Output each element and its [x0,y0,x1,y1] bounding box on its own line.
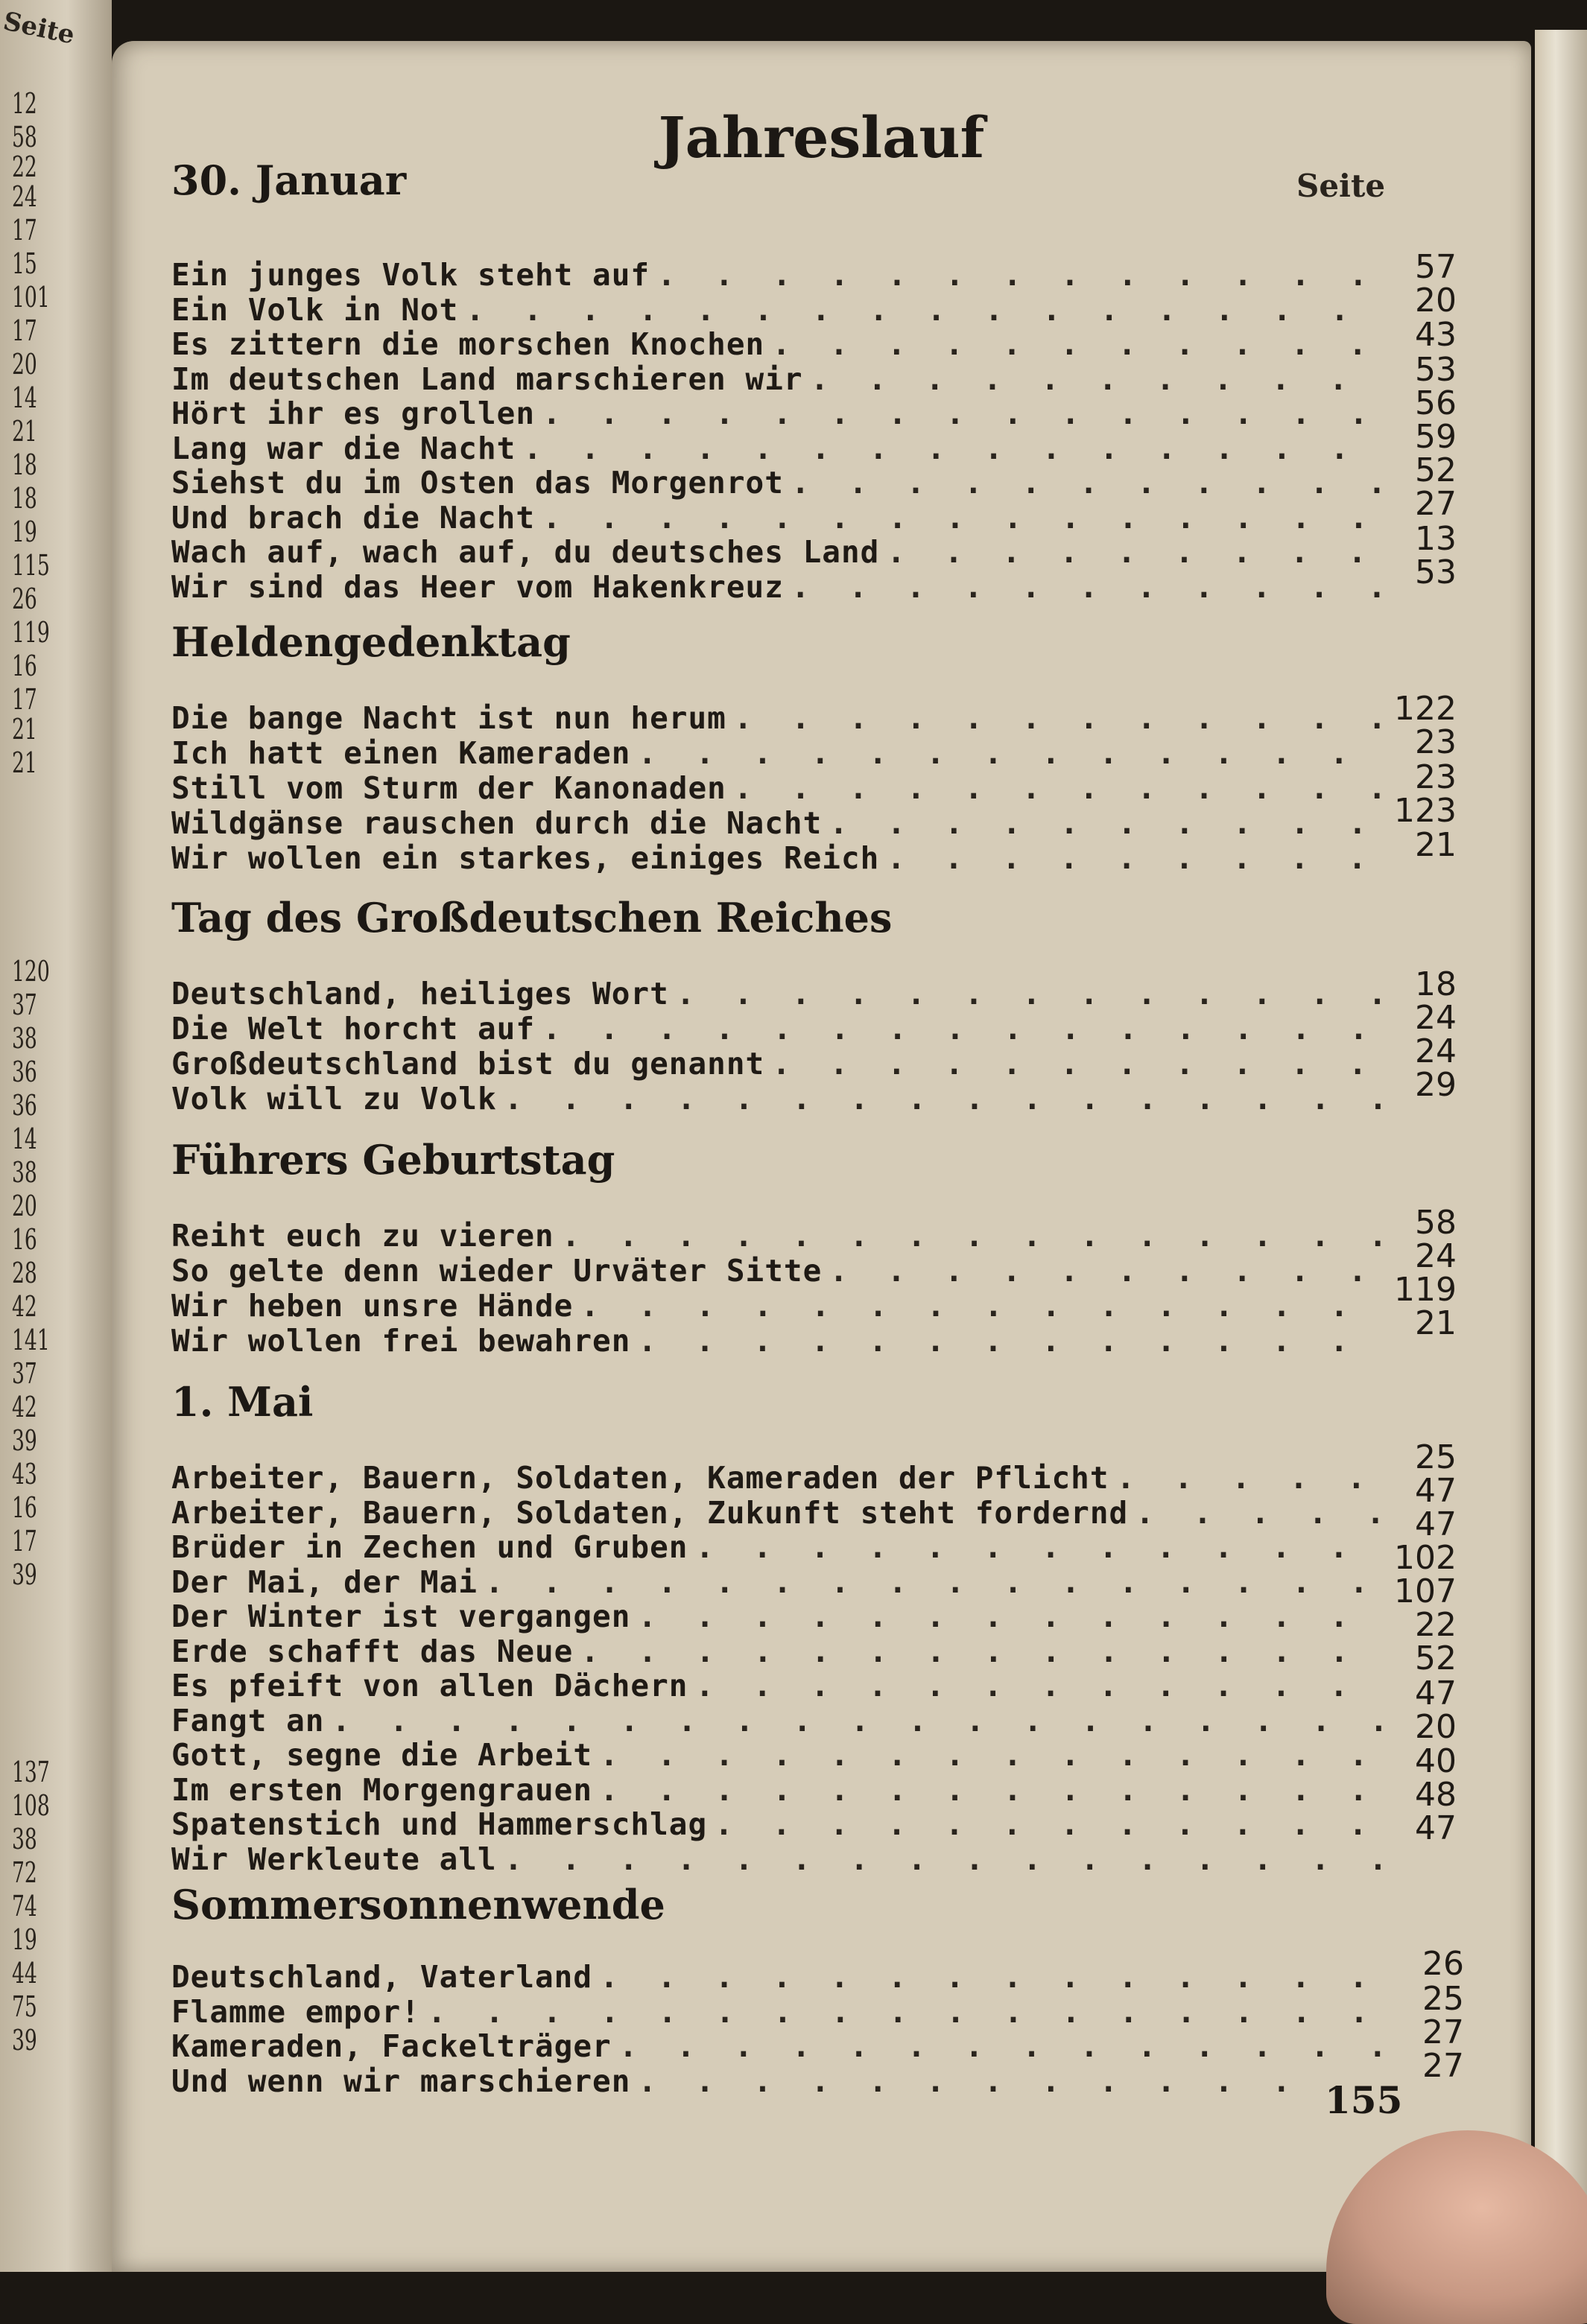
page-reference: 23 [1415,723,1457,761]
left-page-number: 17 [12,683,37,716]
toc-entry [171,534,1401,568]
section-heading: 30. Januar [171,156,407,204]
left-page-number: 38 [12,1022,37,1055]
dot-leader [887,534,1393,570]
song-title: Ich hatt einen Kameraden [171,735,631,771]
dot-leader [542,396,1393,431]
dot-leader [677,976,1393,1012]
left-page-number: 15 [12,247,37,280]
toc-entry [171,1806,1401,1841]
page-reference: 24 [1415,999,1457,1037]
song-title: Es pfeift von allen Dächern [171,1668,688,1704]
song-title: Gott, segne die Arbeit [171,1737,593,1773]
dot-leader [638,1598,1393,1634]
dot-leader [887,840,1393,876]
left-page-number: 21 [12,415,37,448]
left-page-number: 72 [12,1856,37,1889]
left-page-number: 21 [12,713,37,746]
page-reference: 47 [1415,1472,1457,1510]
left-page-number: 16 [12,650,37,682]
left-page-number: 14 [12,381,37,414]
page-reference: 123 [1394,792,1457,830]
left-page-number: 101 [12,281,50,314]
left-page-number: 75 [12,1990,37,2023]
song-title: Im ersten Morgengrauen [171,1771,593,1808]
toc-entry [171,1772,1401,1806]
left-page-number: 39 [12,1558,37,1591]
page-column-header: Seite [1296,168,1386,204]
left-page-number: 18 [12,482,37,515]
left-page-number: 119 [12,616,50,649]
song-title: Wir Werkleute all [171,1841,497,1877]
song-title: Reiht euch zu vieren [171,1218,554,1254]
previous-page-edge [0,0,112,2272]
page-reference: 58 [1415,1204,1457,1242]
section-heading: Tag des Großdeutschen Reiches [171,894,893,942]
dot-leader [562,1218,1393,1254]
dot-leader [715,1806,1393,1842]
song-title: So gelte denn wieder Urväter Sitte [171,1253,823,1289]
toc-entry [171,257,1401,291]
dot-leader [600,1737,1393,1773]
song-title: Deutschland, heiliges Wort [171,976,669,1012]
left-page-number: 141 [12,1324,50,1356]
dot-leader [1135,1495,1393,1531]
left-page-number: 108 [12,1789,50,1822]
left-page-number: 17 [12,1525,37,1558]
page-reference: 22 [1415,1606,1457,1644]
song-title: Wir wollen ein starkes, einiges Reich [171,840,880,876]
toc-entry [171,1323,1401,1357]
dot-leader [619,2028,1393,2064]
dot-leader [580,1288,1393,1324]
toc-entry [171,840,1401,874]
song-title: Erde schafft das Neue [171,1633,574,1669]
dot-leader [580,1634,1393,1669]
left-page-number: 44 [12,1957,37,1990]
toc-entry [171,431,1401,465]
song-title: Wir sind das Heer vom Hakenkreuz [171,568,784,605]
page-reference: 23 [1415,758,1457,796]
page-reference: 47 [1415,1674,1457,1712]
page-reference: 27 [1422,2013,1464,2051]
song-title: Wir wollen frei bewahren [171,1323,631,1359]
dot-leader [695,1529,1393,1565]
page-reference: 24 [1415,1237,1457,1275]
dot-leader [638,735,1393,771]
dot-leader [772,326,1393,362]
page-reference: 53 [1415,351,1457,389]
left-page-number: 38 [12,1823,37,1855]
toc-entry [171,396,1401,430]
left-page-number: 39 [12,2024,37,2057]
toc-entry [171,805,1401,839]
left-page-number: 74 [12,1890,37,1923]
left-page-number: 42 [12,1391,37,1423]
toc-entry [171,1218,1401,1252]
page-reference: 122 [1394,690,1457,728]
song-title: Wir heben unsre Hände [171,1288,574,1324]
toc-entry [171,976,1401,1010]
dot-leader [734,770,1393,806]
toc-entry [171,465,1401,499]
left-page-number: 14 [12,1123,37,1155]
toc-entry [171,1046,1401,1080]
left-page-number: 42 [12,1290,37,1323]
left-page-number: 20 [12,1190,37,1222]
song-title: Siehst du im Osten das Morgenrot [171,465,784,501]
dot-leader [829,1253,1393,1289]
left-page-number: 36 [12,1055,37,1088]
section-heading: Heldengedenktag [171,618,571,666]
page-reference: 59 [1415,418,1457,456]
left-page-number: 37 [12,988,37,1021]
song-title: Flamme empor! [171,1993,420,2030]
left-page-number: 17 [12,314,37,347]
song-title: Volk will zu Volk [171,1081,497,1117]
page-reference: 52 [1415,451,1457,489]
dot-leader [542,1011,1393,1047]
toc-entry [171,1634,1401,1668]
toc-entry [171,1564,1401,1598]
page-reference: 13 [1415,520,1457,558]
left-page-number: 19 [12,515,37,548]
dot-leader [485,1564,1393,1600]
toc-entry [171,1460,1401,1494]
toc-entry [171,326,1401,361]
left-page-number: 58 [12,121,37,153]
page-reference: 53 [1415,553,1457,591]
song-title: Ein junges Volk steht auf [171,257,650,293]
dot-leader [734,700,1393,736]
page-reference: 20 [1415,1708,1457,1746]
dot-leader [1117,1460,1393,1496]
song-title: Und wenn wir marschieren [171,2063,631,2099]
song-title: Der Winter ist vergangen [171,1598,631,1634]
page-reference: 27 [1422,2047,1464,2085]
page-reference: 25 [1422,1980,1464,2018]
toc-entry [171,1959,1401,1993]
dot-leader [504,1081,1393,1117]
page-reference: 25 [1415,1438,1457,1476]
dot-leader [504,1841,1393,1877]
dot-leader [523,431,1393,466]
left-page-number: 24 [12,180,37,213]
left-page-number: 21 [12,746,37,779]
toc-entry [171,700,1401,734]
left-page-number: 120 [12,955,50,988]
page-reference: 43 [1415,316,1457,354]
book-page [112,41,1531,2272]
toc-entry [171,735,1401,769]
left-page-number: 18 [12,448,37,481]
song-title: Es zittern die morschen Knochen [171,326,765,362]
toc-entry [171,1841,1401,1876]
song-title: Fangt an [171,1702,325,1739]
song-title: Der Mai, der Mai [171,1563,478,1600]
toc-entry [171,1994,1401,2028]
song-title: Kameraden, Fackelträger [171,2028,612,2064]
toc-entry [171,2063,1401,2098]
dot-leader [657,257,1393,293]
left-page-number: 26 [12,582,37,615]
toc-entry [171,2028,1401,2063]
toc-entry [171,569,1401,603]
dot-leader [791,569,1393,605]
page-reference: 27 [1415,485,1457,523]
song-title: Die bange Nacht ist nun herum [171,700,726,736]
left-page-number: 28 [12,1257,37,1289]
song-title: Brüder in Zechen und Gruben [171,1529,688,1565]
left-page-number: 37 [12,1357,37,1390]
page-reference: 48 [1415,1776,1457,1814]
dot-leader [428,1994,1393,2030]
page-reference: 21 [1415,826,1457,864]
left-page-number: 22 [12,150,37,183]
toc-entry [171,1737,1401,1771]
left-page-number: 38 [12,1156,37,1189]
page-reference: 56 [1415,384,1457,422]
toc-entry [171,770,1401,804]
page-reference: 107 [1394,1572,1457,1610]
song-title: Still vom Sturm der Kanonaden [171,770,726,806]
left-page-number: 16 [12,1491,37,1524]
left-page-number: 36 [12,1089,37,1122]
toc-entry [171,1253,1401,1287]
song-title: Spatenstich und Hammerschlag [171,1806,708,1842]
left-page-header: Seite [0,6,77,51]
toc-entry [171,500,1401,534]
song-title: Ein Volk in Not [171,291,459,328]
dot-leader [772,1046,1393,1082]
toc-entry [171,1288,1401,1322]
toc-entry [171,1598,1401,1633]
page-reference: 57 [1415,248,1457,286]
left-page-number: 12 [12,87,37,120]
left-page-number: 19 [12,1923,37,1956]
dot-leader [638,1323,1393,1359]
dot-leader [466,292,1393,328]
left-page-number: 39 [12,1424,37,1457]
song-title: Und brach die Nacht [171,499,535,536]
left-page-number: 17 [12,214,37,247]
song-title: Wach auf, wach auf, du deutsches Land [171,534,880,570]
song-title: Wildgänse rauschen durch die Nacht [171,805,823,841]
dot-leader [791,465,1393,501]
left-page-number: 137 [12,1756,50,1788]
song-title: Deutschland, Vaterland [171,1959,593,1995]
dot-leader [542,500,1393,536]
song-title: Die Welt horcht auf [171,1011,535,1047]
page-title: Jahreslauf [658,104,985,171]
section-heading: Sommersonnenwende [171,1881,665,1928]
page-reference: 47 [1415,1809,1457,1847]
song-title: Arbeiter, Bauern, Soldaten, Zukunft steht fordernd [171,1494,1129,1531]
dot-leader [695,1668,1393,1704]
dot-leader [811,361,1393,397]
toc-entry [171,1529,1401,1563]
page-number: 155 [1325,2078,1403,2122]
song-title: Großdeutschland bist du genannt [171,1046,765,1082]
toc-entry [171,1703,1401,1737]
toc-entry [171,1668,1401,1702]
left-page-number: 115 [12,549,50,582]
left-page-number: 20 [12,348,37,381]
dot-leader [638,2063,1393,2099]
song-title: Im deutschen Land marschieren wir [171,361,803,397]
page-reference: 102 [1394,1539,1457,1577]
page-block-edge [1535,30,1587,2257]
dot-leader [829,805,1393,841]
song-title: Lang war die Nacht [171,430,516,466]
page-reference: 20 [1415,282,1457,320]
section-heading: Führers Geburtstag [171,1136,615,1184]
left-page-number: 16 [12,1223,37,1256]
toc-entry [171,1081,1401,1115]
page-reference: 40 [1415,1742,1457,1780]
toc-entry [171,1495,1401,1529]
left-page-number: 43 [12,1458,37,1490]
page-reference: 24 [1415,1032,1457,1070]
page-reference: 47 [1415,1505,1457,1543]
dot-leader [600,1959,1393,1995]
page-reference: 21 [1415,1304,1457,1342]
page-reference: 52 [1415,1639,1457,1677]
page-reference: 26 [1422,1945,1464,1983]
page-reference: 29 [1415,1066,1457,1104]
toc-entry [171,292,1401,326]
dot-leader [332,1703,1393,1739]
section-heading: 1. Mai [171,1378,314,1426]
page-reference: 119 [1394,1271,1457,1309]
page-reference: 18 [1415,965,1457,1003]
song-title: Arbeiter, Bauern, Soldaten, Kameraden der Pflicht [171,1460,1109,1496]
song-title: Hört ihr es grollen [171,396,535,431]
dot-leader [600,1772,1393,1808]
toc-entry [171,361,1401,396]
toc-entry [171,1011,1401,1045]
